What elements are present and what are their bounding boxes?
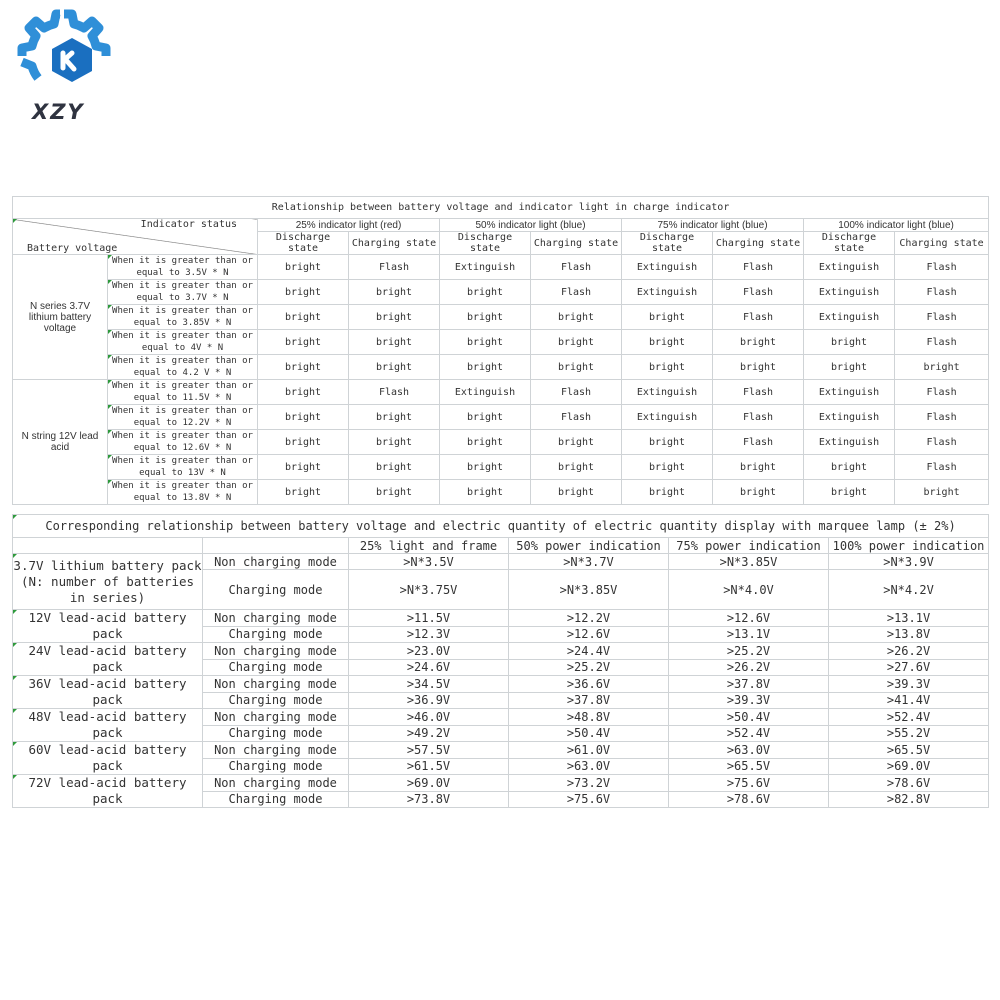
status-cell: Flash	[349, 255, 440, 280]
cell-marker	[108, 330, 112, 334]
mode-cell: Charging mode	[203, 791, 349, 808]
cell-marker	[108, 380, 112, 384]
col-header-75: 75% power indication	[669, 538, 829, 554]
status-cell: bright	[713, 330, 804, 355]
table2-corner-header	[13, 538, 203, 554]
status-cell: Flash	[895, 405, 989, 430]
voltage-cell: >69.0V	[349, 775, 509, 792]
indicator-light-table	[12, 196, 989, 505]
status-cell: bright	[440, 480, 531, 505]
status-cell: bright	[258, 355, 349, 380]
status-cell: bright	[258, 430, 349, 455]
condition-text: When it is greater than or equal to 12.6V * N	[112, 431, 253, 453]
status-cell: bright	[713, 355, 804, 380]
table1-title: Relationship between battery voltage and indicator light in charge indicator	[13, 197, 989, 219]
table-row	[13, 255, 989, 280]
condition-text: When it is greater than or equal to 3.85V * N	[112, 306, 253, 328]
voltage-cell: >61.5V	[349, 758, 509, 775]
status-cell: Flash	[895, 430, 989, 455]
status-cell: bright	[531, 305, 622, 330]
voltage-cell: >69.0V	[829, 758, 989, 775]
brand-name: XZY	[32, 100, 85, 124]
status-cell: bright	[804, 355, 895, 380]
voltage-cell: >65.5V	[829, 742, 989, 759]
battery-pack-text: 3.7V lithium battery pack (N: number of batteries in series)	[13, 557, 202, 605]
mode-cell: Non charging mode	[203, 610, 349, 627]
status-cell: bright	[895, 355, 989, 380]
gear-logo-icon	[14, 6, 114, 106]
status-cell: Flash	[895, 305, 989, 330]
subcol-header: Discharge state	[804, 232, 895, 255]
subcol-header: Charging state	[713, 232, 804, 255]
cell-marker	[13, 709, 17, 713]
mode-cell: Non charging mode	[203, 643, 349, 660]
status-cell: bright	[349, 480, 440, 505]
status-cell: bright	[804, 455, 895, 480]
status-cell: bright	[258, 480, 349, 505]
status-cell: bright	[804, 330, 895, 355]
status-cell: bright	[713, 480, 804, 505]
mode-cell: Charging mode	[203, 725, 349, 742]
battery-pack-text: 48V lead-acid battery pack	[28, 709, 187, 741]
condition-cell	[108, 255, 258, 280]
voltage-cell: >78.6V	[829, 775, 989, 792]
mode-cell: Non charging mode	[203, 709, 349, 726]
voltage-cell: >24.6V	[349, 659, 509, 676]
col-header-50: 50% indicator light (blue)	[440, 219, 622, 232]
status-cell: bright	[349, 355, 440, 380]
table2-mode-header	[203, 538, 349, 554]
status-cell: bright	[713, 455, 804, 480]
voltage-cell: >26.2V	[829, 643, 989, 660]
status-cell: Extinguish	[622, 405, 713, 430]
condition-cell	[108, 380, 258, 405]
voltage-cell: >25.2V	[669, 643, 829, 660]
voltage-cell: >25.2V	[509, 659, 669, 676]
status-cell: bright	[258, 405, 349, 430]
status-cell: Flash	[713, 305, 804, 330]
voltage-cell: >75.6V	[669, 775, 829, 792]
voltage-cell: >63.0V	[509, 758, 669, 775]
battery-pack-text: 24V lead-acid battery pack	[28, 643, 187, 675]
voltage-cell: >N*4.2V	[829, 570, 989, 610]
voltage-cell: >46.0V	[349, 709, 509, 726]
status-cell: bright	[622, 430, 713, 455]
voltage-cell: >52.4V	[829, 709, 989, 726]
condition-cell	[108, 330, 258, 355]
col-header-25: 25% light and frame	[349, 538, 509, 554]
voltage-cell: >50.4V	[509, 725, 669, 742]
voltage-cell: >26.2V	[669, 659, 829, 676]
status-cell: bright	[258, 305, 349, 330]
status-cell: bright	[440, 405, 531, 430]
voltage-cell: >12.6V	[669, 610, 829, 627]
voltage-cell: >N*4.0V	[669, 570, 829, 610]
status-cell: Extinguish	[804, 255, 895, 280]
status-cell: bright	[622, 455, 713, 480]
condition-text: When it is greater than or equal to 13.8V * N	[112, 481, 253, 503]
voltage-cell: >55.2V	[829, 725, 989, 742]
voltage-cell: >73.2V	[509, 775, 669, 792]
subcol-header: Discharge state	[622, 232, 713, 255]
condition-text: When it is greater than or equal to 4V * N	[112, 331, 253, 353]
table-row	[13, 405, 989, 430]
subcol-header: Discharge state	[258, 232, 349, 255]
battery-pack-label	[13, 554, 203, 610]
voltage-cell: >82.8V	[829, 791, 989, 808]
table1-corner-header	[13, 219, 258, 255]
status-cell: bright	[531, 430, 622, 455]
battery-pack-text: 12V lead-acid battery pack	[28, 610, 187, 642]
status-cell: bright	[622, 305, 713, 330]
cell-marker	[13, 643, 17, 647]
status-cell: Extinguish	[440, 380, 531, 405]
cell-marker	[108, 455, 112, 459]
status-cell: Flash	[713, 405, 804, 430]
status-cell: bright	[531, 455, 622, 480]
status-cell: bright	[258, 255, 349, 280]
cell-marker	[13, 610, 17, 614]
voltage-cell: >50.4V	[669, 709, 829, 726]
cell-marker	[13, 554, 17, 558]
status-cell: bright	[440, 330, 531, 355]
battery-pack-label	[13, 775, 203, 808]
cell-marker	[13, 219, 17, 223]
voltage-cell: >12.3V	[349, 626, 509, 643]
cell-marker	[108, 305, 112, 309]
condition-cell	[108, 280, 258, 305]
voltage-cell: >13.1V	[669, 626, 829, 643]
status-cell: Flash	[531, 255, 622, 280]
mode-cell: Charging mode	[203, 692, 349, 709]
status-cell: Flash	[895, 330, 989, 355]
voltage-cell: >37.8V	[669, 676, 829, 693]
voltage-cell: >N*3.85V	[509, 570, 669, 610]
header-battery-voltage: Battery voltage	[27, 243, 118, 254]
voltage-cell: >24.4V	[509, 643, 669, 660]
mode-cell: Non charging mode	[203, 775, 349, 792]
col-header-25: 25% indicator light (red)	[258, 219, 440, 232]
status-cell: bright	[349, 330, 440, 355]
status-cell: bright	[440, 455, 531, 480]
status-cell: bright	[440, 305, 531, 330]
voltage-cell: >52.4V	[669, 725, 829, 742]
status-cell: bright	[895, 480, 989, 505]
condition-cell	[108, 430, 258, 455]
status-cell: bright	[258, 330, 349, 355]
voltage-cell: >36.9V	[349, 692, 509, 709]
table-row	[13, 280, 989, 305]
cell-marker	[108, 280, 112, 284]
col-header-100: 100% power indication	[829, 538, 989, 554]
status-cell: bright	[349, 405, 440, 430]
cell-marker	[13, 775, 17, 779]
status-cell: Flash	[713, 380, 804, 405]
voltage-cell: >61.0V	[509, 742, 669, 759]
status-cell: Flash	[713, 255, 804, 280]
condition-cell	[108, 480, 258, 505]
status-cell: Extinguish	[804, 380, 895, 405]
subcol-header: Charging state	[349, 232, 440, 255]
status-cell: bright	[531, 480, 622, 505]
status-cell: bright	[258, 455, 349, 480]
status-cell: Flash	[349, 380, 440, 405]
status-cell: Flash	[531, 380, 622, 405]
voltage-cell: >37.8V	[509, 692, 669, 709]
subcol-header: Charging state	[531, 232, 622, 255]
voltage-cell: >N*3.5V	[349, 554, 509, 570]
condition-text: When it is greater than or equal to 3.5V * N	[112, 256, 253, 278]
voltage-cell: >73.8V	[349, 791, 509, 808]
cell-marker	[108, 480, 112, 484]
voltage-cell: >N*3.75V	[349, 570, 509, 610]
battery-pack-label	[13, 709, 203, 742]
status-cell: Extinguish	[804, 430, 895, 455]
status-cell: Flash	[713, 280, 804, 305]
condition-cell	[108, 405, 258, 430]
battery-pack-label	[13, 742, 203, 775]
table-row	[13, 355, 989, 380]
voltage-cell: >39.3V	[669, 692, 829, 709]
status-cell: bright	[531, 330, 622, 355]
voltage-cell: >57.5V	[349, 742, 509, 759]
table-row	[13, 330, 989, 355]
header-indicator-status: Indicator status	[140, 219, 237, 230]
cell-marker	[108, 255, 112, 259]
status-cell: Flash	[531, 280, 622, 305]
table-row	[13, 554, 989, 570]
status-cell: Extinguish	[622, 255, 713, 280]
voltage-cell: >36.6V	[509, 676, 669, 693]
mode-cell: Charging mode	[203, 659, 349, 676]
cell-marker	[108, 430, 112, 434]
table-row	[13, 643, 989, 660]
voltage-cell: >34.5V	[349, 676, 509, 693]
condition-cell	[108, 305, 258, 330]
subcol-header: Discharge state	[440, 232, 531, 255]
table-row	[13, 709, 989, 726]
battery-pack-text: 36V lead-acid battery pack	[28, 676, 187, 708]
status-cell: Flash	[713, 430, 804, 455]
status-cell: Extinguish	[804, 405, 895, 430]
voltage-cell: >12.2V	[509, 610, 669, 627]
table2-body	[13, 554, 989, 808]
status-cell: bright	[349, 280, 440, 305]
table2-title: Corresponding relationship between battery voltage and electric quantity of electric quantity display with marquee lamp (± 2%)	[13, 515, 989, 538]
voltage-cell: >13.1V	[829, 610, 989, 627]
voltage-cell: >49.2V	[349, 725, 509, 742]
condition-text: When it is greater than or equal to 11.5V * N	[112, 381, 253, 403]
battery-pack-text: 72V lead-acid battery pack	[28, 775, 187, 807]
status-cell: bright	[440, 355, 531, 380]
subcol-header: Charging state	[895, 232, 989, 255]
status-cell: Extinguish	[440, 255, 531, 280]
mode-cell: Charging mode	[203, 626, 349, 643]
cell-marker	[13, 742, 17, 746]
status-cell: bright	[622, 330, 713, 355]
cell-marker	[108, 355, 112, 359]
cell-marker	[13, 676, 17, 680]
table-row	[13, 742, 989, 759]
col-header-50: 50% power indication	[509, 538, 669, 554]
condition-text: When it is greater than or equal to 13V * N	[112, 456, 253, 478]
voltage-cell: >12.6V	[509, 626, 669, 643]
status-cell: Extinguish	[804, 280, 895, 305]
status-cell: Flash	[895, 380, 989, 405]
mode-cell: Charging mode	[203, 570, 349, 610]
condition-text: When it is greater than or equal to 12.2V * N	[112, 406, 253, 428]
voltage-cell: >27.6V	[829, 659, 989, 676]
table-row	[13, 610, 989, 627]
table-row	[13, 455, 989, 480]
battery-pack-text: 60V lead-acid battery pack	[28, 742, 187, 774]
voltage-cell: >63.0V	[669, 742, 829, 759]
status-cell: Extinguish	[804, 305, 895, 330]
status-cell: bright	[258, 380, 349, 405]
status-cell: bright	[349, 430, 440, 455]
voltage-cell: >41.4V	[829, 692, 989, 709]
col-header-75: 75% indicator light (blue)	[622, 219, 804, 232]
voltage-cell: >23.0V	[349, 643, 509, 660]
condition-cell	[108, 455, 258, 480]
status-cell: bright	[804, 480, 895, 505]
status-cell: Flash	[895, 280, 989, 305]
voltage-cell: >75.6V	[509, 791, 669, 808]
status-cell: bright	[440, 280, 531, 305]
status-cell: Flash	[531, 405, 622, 430]
status-cell: bright	[531, 355, 622, 380]
table-row	[13, 676, 989, 693]
group-label: N series 3.7V lithium battery voltage	[13, 255, 108, 380]
group-label: N string 12V lead acid	[13, 380, 108, 505]
table-row	[13, 305, 989, 330]
status-cell: bright	[349, 305, 440, 330]
table-row	[13, 380, 989, 405]
voltage-cell: >11.5V	[349, 610, 509, 627]
battery-pack-label	[13, 676, 203, 709]
status-cell: bright	[258, 280, 349, 305]
table-row	[13, 775, 989, 792]
mode-cell: Charging mode	[203, 758, 349, 775]
voltage-cell: >N*3.7V	[509, 554, 669, 570]
voltage-cell: >13.8V	[829, 626, 989, 643]
status-cell: Flash	[895, 455, 989, 480]
table1-body	[13, 255, 989, 505]
voltage-cell: >39.3V	[829, 676, 989, 693]
voltage-cell: >N*3.85V	[669, 554, 829, 570]
mode-cell: Non charging mode	[203, 554, 349, 570]
mode-cell: Non charging mode	[203, 742, 349, 759]
table-row	[13, 480, 989, 505]
condition-cell	[108, 355, 258, 380]
status-cell: bright	[440, 430, 531, 455]
status-cell: bright	[622, 480, 713, 505]
table-row	[13, 430, 989, 455]
condition-text: When it is greater than or equal to 4.2 V * N	[112, 356, 253, 378]
electric-quantity-table	[12, 514, 989, 808]
status-cell: Extinguish	[622, 380, 713, 405]
battery-pack-label	[13, 643, 203, 676]
status-cell: Flash	[895, 255, 989, 280]
col-header-100: 100% indicator light (blue)	[804, 219, 989, 232]
cell-marker	[108, 405, 112, 409]
status-cell: bright	[622, 355, 713, 380]
battery-pack-label	[13, 610, 203, 643]
status-cell: bright	[349, 455, 440, 480]
voltage-cell: >N*3.9V	[829, 554, 989, 570]
voltage-cell: >48.8V	[509, 709, 669, 726]
condition-text: When it is greater than or equal to 3.7V * N	[112, 281, 253, 303]
mode-cell: Non charging mode	[203, 676, 349, 693]
voltage-cell: >65.5V	[669, 758, 829, 775]
voltage-cell: >78.6V	[669, 791, 829, 808]
status-cell: Extinguish	[622, 280, 713, 305]
